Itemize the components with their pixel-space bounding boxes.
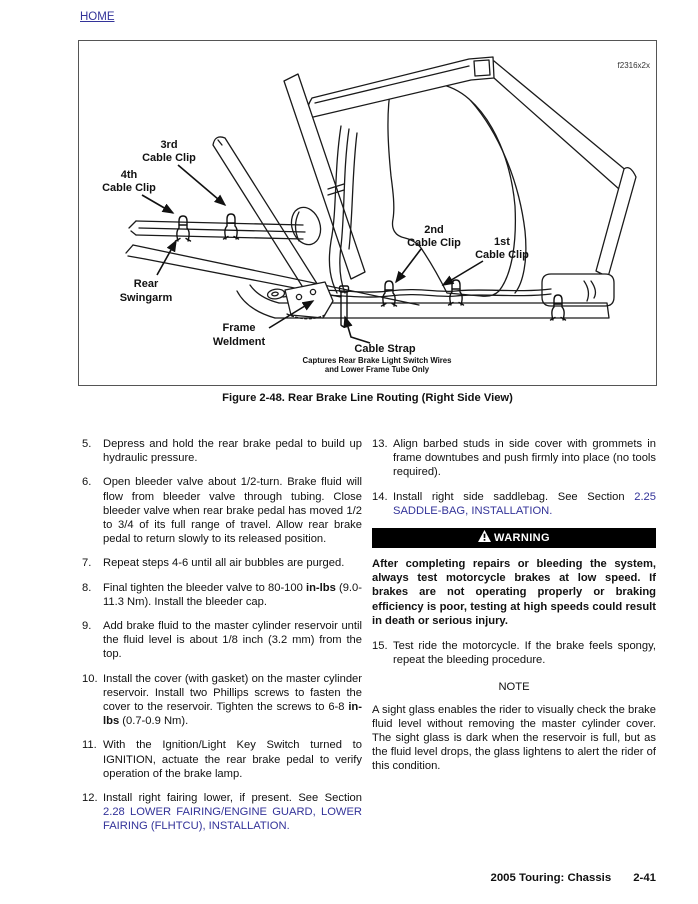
step-text: in-lbs bbox=[103, 701, 362, 728]
label-2nd-cable-clip: 2nd bbox=[424, 224, 444, 236]
step-number: 12. bbox=[82, 792, 98, 805]
step-text: Final tighten the bleeder valve to 80-100 bbox=[103, 581, 306, 594]
note-heading: NOTE bbox=[498, 681, 530, 694]
warning-header bbox=[372, 528, 656, 548]
step-number: 6. bbox=[82, 476, 92, 489]
figure-caption: Figure 2-48. Rear Brake Line Routing (Right Side View) bbox=[222, 392, 513, 404]
step-number: 5. bbox=[82, 438, 92, 450]
figure-drawing bbox=[79, 41, 654, 383]
warning-triangle-icon bbox=[478, 529, 491, 549]
label-rear-swingarm: Rear bbox=[133, 278, 159, 290]
svg-text:Cable Clip: Cable Clip bbox=[102, 182, 156, 194]
steps-right-top bbox=[372, 437, 656, 518]
step-text: Add brake fluid to the master cylinder reservoir until the fluid level is about 1/8 inch (3.2 mm) from the top. bbox=[103, 620, 362, 661]
step-text: (0.7-0.9 Nm). bbox=[119, 715, 189, 728]
footer-manual-title: 2005 Touring: Chassis bbox=[490, 872, 612, 884]
svg-text:Cable Clip: Cable Clip bbox=[475, 249, 529, 261]
step-item bbox=[82, 437, 362, 465]
svg-text:Swingarm: Swingarm bbox=[119, 292, 173, 304]
step-text: With the Ignition/Light Key Switch turned to IGNITION, actuate the rear brake pedal to verify operation of the brake lamp. bbox=[103, 739, 362, 780]
step-item bbox=[82, 556, 362, 570]
step-text: Open bleeder valve about 1/2-turn. Brake fluid will flow from bleeder valve through tubing. Close bleeder valve when rear brake pedal has moved 1/2 to 3/4 of its full range of travel. Allow rear brake pedal to return slowly to its released position. bbox=[103, 476, 362, 546]
footer-page-number: 2-41 bbox=[633, 872, 656, 884]
warning-label: WARNING bbox=[494, 532, 550, 545]
step-text: Depress and hold the rear brake pedal to build up hydraulic pressure. bbox=[103, 438, 362, 465]
page-footer bbox=[490, 871, 656, 885]
label-3rd-cable-clip: 3rd bbox=[160, 139, 178, 151]
step-text: Install right fairing lower, if present. See Section bbox=[103, 792, 362, 805]
steps-right-bottom bbox=[372, 639, 656, 667]
svg-text:Cable Clip: Cable Clip bbox=[142, 152, 196, 164]
step-text: Install right side saddlebag. See Section bbox=[393, 490, 635, 503]
home-link[interactable]: HOME bbox=[80, 11, 115, 23]
step-text: (9.0-11.3 Nm). Install the bleeder cap. bbox=[103, 581, 362, 608]
step-item bbox=[82, 672, 362, 729]
step-number: 8. bbox=[82, 581, 92, 594]
label-cable-strap: Cable Strap bbox=[354, 343, 416, 355]
label-cable-strap-sub1: Captures Rear Brake Light Switch Wires bbox=[302, 356, 452, 365]
step-item bbox=[372, 490, 656, 518]
step-number: 15. bbox=[372, 640, 388, 653]
step-number: 13. bbox=[372, 438, 388, 450]
section-link[interactable]: 2.25 SADDLE-BAG, INSTALLATION. bbox=[393, 490, 656, 517]
step-text: in-lbs bbox=[305, 581, 336, 594]
step-text: Test ride the motorcycle. If the brake feels spongy, repeat the bleeding procedure. bbox=[393, 640, 656, 667]
right-column bbox=[372, 437, 656, 774]
step-text: Repeat steps 4-6 until all air bubbles are purged. bbox=[103, 557, 345, 570]
step-number: 7. bbox=[82, 557, 92, 570]
step-number: 10. bbox=[82, 672, 98, 685]
step-item bbox=[82, 791, 362, 834]
figure-ref-code: f2316x2x bbox=[617, 61, 650, 70]
cable-strap bbox=[340, 286, 349, 327]
step-item bbox=[372, 639, 656, 667]
label-cable-strap-sub2: and Lower Frame Tube Only bbox=[324, 365, 430, 374]
step-item bbox=[82, 619, 362, 662]
step-number: 14. bbox=[372, 490, 388, 503]
figure-2-48 bbox=[78, 40, 657, 386]
label-frame-weldment: Frame bbox=[222, 322, 256, 334]
step-number: 11. bbox=[82, 739, 97, 752]
step-item bbox=[82, 475, 362, 546]
third-cable-clip bbox=[224, 214, 239, 239]
second-cable-clip bbox=[382, 281, 397, 306]
svg-text:Cable Clip: Cable Clip bbox=[407, 237, 461, 249]
frame-line-art bbox=[126, 57, 636, 327]
step-text: Align barbed studs in side cover with grommets in frame downtubes and push firmly into place (no tools required). bbox=[393, 438, 656, 479]
step-number: 9. bbox=[82, 620, 92, 633]
step-item bbox=[82, 738, 362, 781]
step-text: Install the cover (with gasket) on the master cylinder reservoir. Install two Phillips screws to fasten the cover to the reservoir. Tighten the screws to 6-8 bbox=[103, 672, 362, 714]
section-link[interactable]: 2.28 LOWER FAIRING/ENGINE GUARD, LOWER FAIRING (FLHTCU), INSTALLATION. bbox=[103, 806, 362, 833]
label-4th-cable-clip: 4th bbox=[120, 169, 138, 181]
label-1st-cable-clip: 1st bbox=[494, 236, 510, 248]
steps-left-column bbox=[82, 437, 362, 844]
warning-text: After completing repairs or bleeding the system, always test motorcycle brakes at low speed. If brakes are not operating properly or braking efficiency is poor, testing at high speeds could result in death or serious injury. bbox=[372, 558, 656, 627]
note-text: A sight glass enables the rider to visually check the brake fluid level without removing the master cylinder cover. The sight glass is dark when the reservoir is full, but as the fluid level drops, the glass lightens to alert the rider of this condition. bbox=[372, 703, 656, 773]
step-item bbox=[82, 581, 362, 609]
svg-text:Weldment: Weldment bbox=[212, 336, 266, 348]
step-item bbox=[372, 437, 656, 480]
